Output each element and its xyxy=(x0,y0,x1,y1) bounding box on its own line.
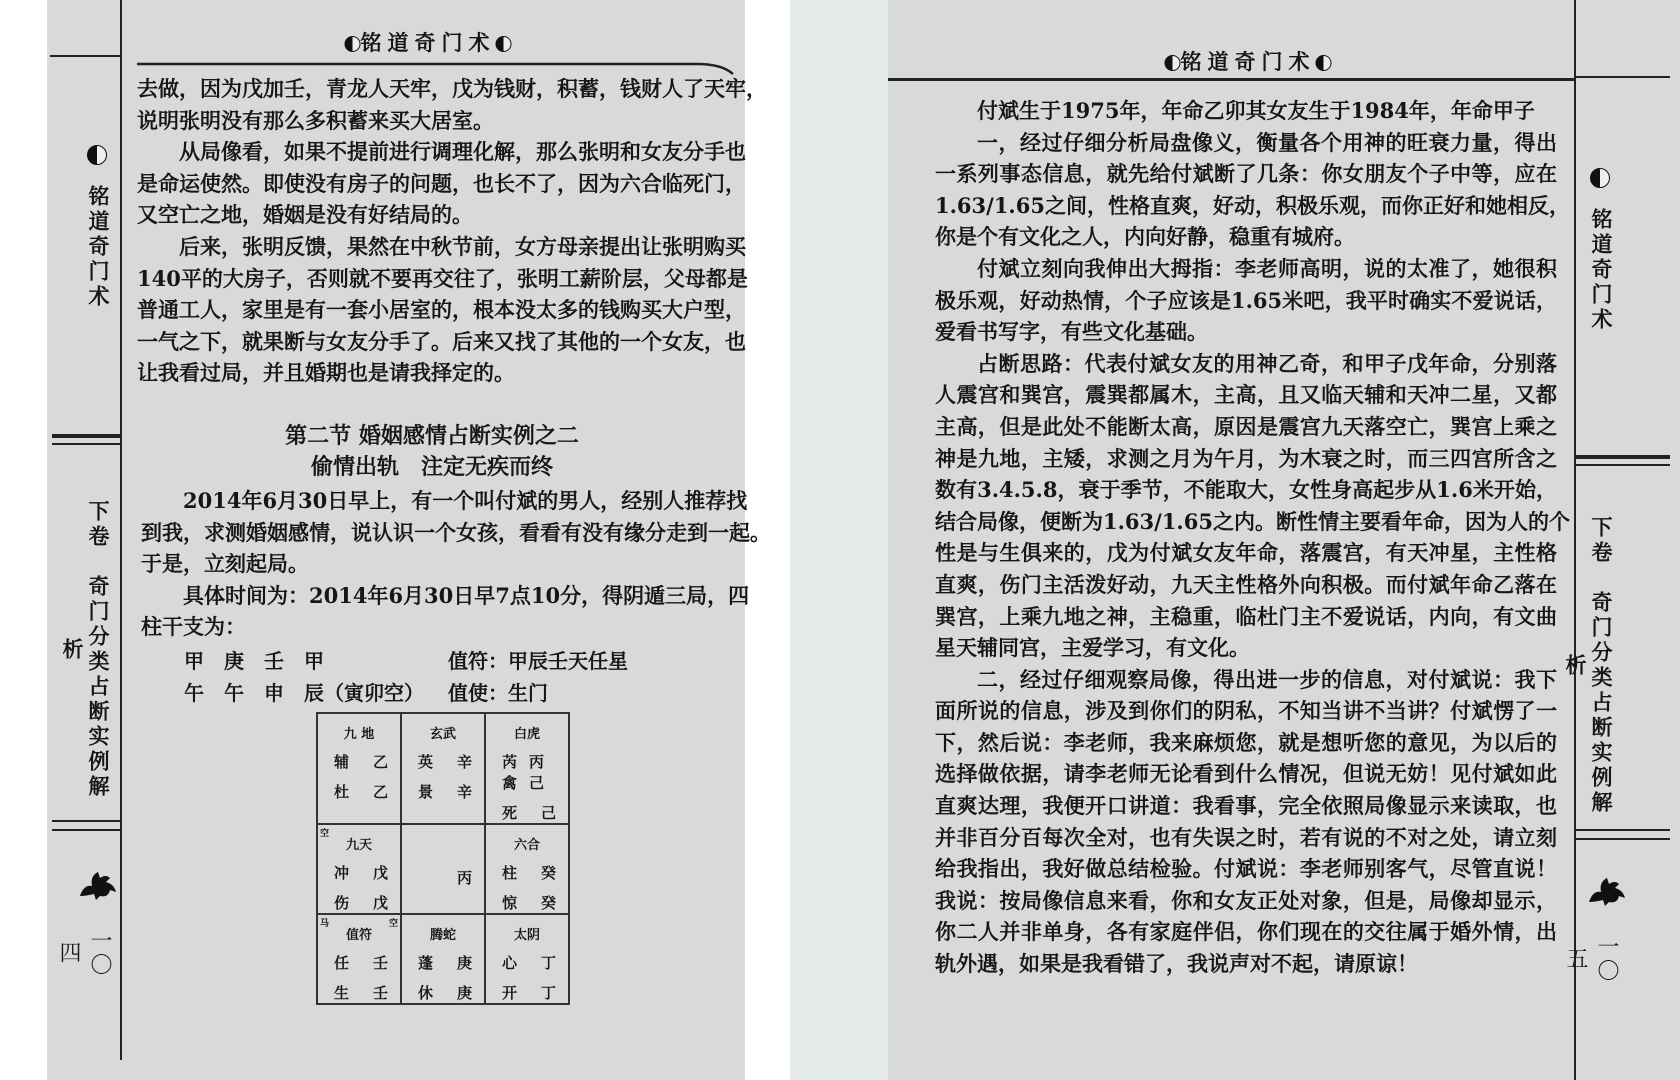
text-line: 具体时间为：2014年6月30日早7点10分，得阴遁三局，四 xyxy=(183,582,750,608)
text-line: 人震宫和巽宫，震巽都属木，主高，且又临天辅和天冲二星，又都 xyxy=(935,382,1557,408)
text-line: 占断思路：代表付斌女友的用神乙奇，和甲子戊年命，分别落 xyxy=(977,350,1557,376)
text-line: 二，经过仔细观察局像，得出进一步的信息，对付斌说：我下 xyxy=(977,666,1557,692)
qimen-chart xyxy=(316,712,570,1005)
palace-star: 英 xyxy=(418,753,434,771)
palace-star-row xyxy=(318,862,400,883)
text-line: 神是九地，主矮，求测之月为午月，为木衰之时，而三四宫所含之 xyxy=(935,445,1557,471)
palace-earth-stem: 己 xyxy=(540,804,556,822)
text-line: 选择做依据，请李老师无论看到什么情况，但说无妨！见付斌如此 xyxy=(935,761,1557,787)
dragon-icon xyxy=(76,866,120,902)
left-side-chapter: 下卷 奇门分类占断实例解析 xyxy=(60,500,111,800)
palace-earth-stem: 乙 xyxy=(372,783,388,801)
palace-deity: 腾蛇 xyxy=(429,928,456,943)
chart-palace xyxy=(485,914,569,1004)
text-line: 普通工人，家里是有一套小居室的，根本没太多的钱购买大户型， xyxy=(137,297,746,323)
right-header-rule xyxy=(888,78,1574,81)
left-side-taiji-icon xyxy=(87,145,107,167)
palace-star-row xyxy=(318,952,400,973)
dragon-icon xyxy=(1585,872,1629,908)
corner-mark: 空 xyxy=(388,919,398,929)
pillars-stems: 甲 庚 壬 甲 xyxy=(184,649,324,673)
text-line: 付斌生于1975年，年命乙卯其女友生于1984年，年命甲子 xyxy=(977,98,1535,123)
palace-heaven-stem: 辛 xyxy=(456,753,472,771)
right-running-header xyxy=(1165,46,1332,76)
palace-heaven-stem: 庚 xyxy=(456,954,472,972)
palace-heaven-stem: 丁 xyxy=(540,954,556,972)
palace-door: 杜 xyxy=(334,783,350,801)
palace-star-row xyxy=(318,751,400,772)
palace-star-row xyxy=(402,952,484,973)
text-line: 后来，张明反馈，果然在中秋节前，女方母亲提出让张明购买 xyxy=(179,233,746,259)
chart-palace xyxy=(401,824,485,914)
text-line: 于是，立刻起局。 xyxy=(141,551,309,577)
palace-star: 冲 xyxy=(334,864,350,882)
palace-earth-stem: 癸 xyxy=(540,894,556,912)
palace-star: 辅 xyxy=(334,753,350,771)
palace-deity: 太阴 xyxy=(513,928,540,943)
text-line: 柱干支为： xyxy=(141,614,246,640)
chart-row xyxy=(317,824,569,914)
text-line: 面所说的信息，涉及到你们的阴私，不知当讲不当讲？付斌愣了一 xyxy=(935,698,1557,724)
palace-earth-stem: 庚 xyxy=(456,984,472,1002)
text-line: 一气之下，就果断与女友分手了。后来又找了其他的一个女友，也 xyxy=(137,328,746,354)
palace-star: 心 xyxy=(502,954,518,972)
palace-earth-stem: 辛 xyxy=(456,783,472,801)
section-title: 第二节 婚姻感情占断实例之二 xyxy=(285,423,579,449)
text-line: 一系列事态信息，就先给付斌断了几条：你女朋友个子中等，应在 xyxy=(935,161,1557,187)
chart-row xyxy=(317,713,569,824)
palace-heaven-stem: 丙己 xyxy=(529,753,545,792)
left-side-rule xyxy=(50,55,121,57)
palace-door: 死 xyxy=(502,804,518,822)
left-page-number: 一〇四 xyxy=(56,929,112,977)
palace-earth-stem: 丁 xyxy=(540,984,556,1002)
palace-door: 景 xyxy=(418,783,434,801)
taiji-icon xyxy=(1165,55,1181,71)
text-line: 直爽达理，我便开口讲道：我看事，完全依照局像显示来读取，也 xyxy=(935,793,1557,819)
chart-palace xyxy=(485,824,569,914)
text-line: 你二人并非单身，各有家庭伴侣，你们现在的交往属于婚外情，出 xyxy=(935,919,1557,945)
palace-door: 开 xyxy=(502,984,518,1002)
chart-palace xyxy=(401,914,485,1004)
palace-star-row xyxy=(486,952,568,973)
text-line: 主高，但是此处不能断太高，原因是震宫九天落空亡，巽宫上乘之 xyxy=(935,413,1557,439)
palace-door-row xyxy=(486,802,568,823)
right-side-taiji-icon xyxy=(1590,168,1610,190)
palace-door-row xyxy=(318,781,400,802)
chart-palace xyxy=(317,824,401,914)
palace-star: 柱 xyxy=(502,864,518,882)
palace-earth-stem: 戊 xyxy=(372,894,388,912)
palace-door-row xyxy=(318,982,400,1003)
text-line: 极乐观，好动热情，个子应该是1.65米吧，我平时确实不爱说话， xyxy=(935,287,1557,313)
palace-door: 伤 xyxy=(334,894,350,912)
palace-door-row xyxy=(318,892,400,913)
palace-door: 休 xyxy=(418,984,434,1002)
palace-earth-stem: 丙 xyxy=(456,869,472,887)
text-line: 下，然后说：李老师，我来麻烦您，就是想听您的意见，为以后的 xyxy=(935,729,1557,755)
text-line: 轨外遇，如果是我看错了，我说声对不起，请原谅！ xyxy=(935,951,1418,977)
palace-star: 芮禽 xyxy=(502,753,518,792)
right-body-text xyxy=(935,95,1570,980)
chart-palace xyxy=(317,713,401,824)
text-line: 并非百分百每次全对，也有失误之时，若有说的不对之处，请立刻 xyxy=(935,824,1557,850)
palace-heaven-stem: 壬 xyxy=(372,954,388,972)
taiji-icon xyxy=(345,36,361,52)
left-body-text xyxy=(137,73,767,389)
palace-earth-stem: 壬 xyxy=(372,984,388,1002)
text-line: 让我看过局，并且婚期也是请我择定的。 xyxy=(137,360,515,386)
page-gap xyxy=(790,0,888,1080)
chart-row xyxy=(317,914,569,1004)
text-line: 数有3.4.5.8，衰于季节，不能取大，女性身高起步从1.6米开始， xyxy=(935,477,1557,503)
text-line: 一，经过仔细分析局盘像义，衡量各个用神的旺衰力量，得出 xyxy=(977,129,1557,155)
text-line: 我说：按局像信息来看，你和女友正处对象，但是，局像却显示， xyxy=(935,887,1557,913)
palace-star-row xyxy=(486,862,568,883)
palace-star: 任 xyxy=(334,954,350,972)
section-subtitle: 偷情出轨 注定无疾而终 xyxy=(310,454,554,480)
palace-door: 生 xyxy=(334,984,350,1002)
right-side-double-rule xyxy=(1576,455,1670,466)
text-line: 付斌立刻向我伸出大拇指：李老师高明，说的太准了，她很积 xyxy=(977,255,1557,281)
palace-door: 惊 xyxy=(502,894,518,912)
palace-deity: 九天 xyxy=(345,838,372,853)
palace-deity: 白虎 xyxy=(513,727,540,742)
palace-deity: 六合 xyxy=(513,838,540,853)
text-line: 是命运使然。即使没有房子的问题，也长不了，因为六合临死门， xyxy=(137,170,746,196)
palace-star-row xyxy=(402,751,484,772)
palace-door-row xyxy=(402,867,484,888)
left-margin-rule xyxy=(120,0,122,1060)
text-line: 140平的大房子，否则就不要再交往了，张明工薪阶层，父母都是 xyxy=(137,265,748,291)
text-line: 说明张明没有那么多积蓄来买大居室。 xyxy=(137,107,494,133)
right-side-rule xyxy=(1575,76,1670,78)
palace-door-row xyxy=(486,892,568,913)
text-line: 到我，求测婚姻感情，说认识一个女孩，看看有没有缘分走到一起。 xyxy=(141,519,771,545)
zhishi: 值使：生门 xyxy=(448,681,548,705)
text-line: 爱看书写字，有些文化基础。 xyxy=(935,319,1208,345)
right-page-number: 一〇五 xyxy=(1563,935,1619,983)
corner-mark: 空 xyxy=(320,829,330,839)
palace-door-row xyxy=(486,982,568,1003)
palace-deity: 值符 xyxy=(345,928,372,943)
text-line: 去做，因为戊加壬，青龙人天牢，戊为钱财，积蓄，钱财人了天牢， xyxy=(137,76,767,101)
text-line: 又空亡之地，婚姻是没有好结局的。 xyxy=(137,202,473,228)
text-line: 巽宫，上乘九地之神，主稳重，临杜门主不爱说话，内向，有文曲 xyxy=(935,603,1557,629)
right-margin-rule xyxy=(1574,0,1576,1080)
text-line: 性是与生俱来的，戊为付斌女友年命，落震宫，有天冲星，主性格 xyxy=(935,540,1557,566)
taiji-icon xyxy=(1316,55,1332,71)
palace-heaven-stem: 乙 xyxy=(372,753,388,771)
palace-deity xyxy=(402,834,484,849)
left-side-title: 铭道奇门术 xyxy=(86,184,111,310)
palace-star: 蓬 xyxy=(418,954,434,972)
text-line: 直爽，伤门主活泼好动，九天主性格外向积极。而付斌年命乙落在 xyxy=(935,571,1557,597)
palace-deity: 九 地 xyxy=(343,727,375,742)
left-running-header xyxy=(345,27,512,57)
palace-heaven-stem: 戊 xyxy=(372,864,388,882)
corner-mark: 马 xyxy=(320,919,330,929)
palace-deity: 玄武 xyxy=(429,727,456,742)
book-title: 铭道奇门术 xyxy=(360,30,496,55)
taiji-icon xyxy=(496,36,512,52)
text-line: 1.63/1.65之间，性格直爽，好动，积极乐观，而你正好和她相反， xyxy=(935,192,1570,218)
left-side-double-rule-2 xyxy=(52,820,122,831)
text-line: 结合局像，便断为1.63/1.65之内。断性情主要看年命，因为人的个 xyxy=(935,508,1570,534)
text-line: 给我指出，我好做总结检验。付斌说：李老师别客气，尽管直说！ xyxy=(935,856,1557,882)
text-line: 从局像看，如果不提前进行调理化解，那么张明和女友分手也 xyxy=(179,139,746,165)
palace-heaven-stem: 癸 xyxy=(540,864,556,882)
chart-palace xyxy=(401,713,485,824)
chart-palace xyxy=(317,914,401,1004)
right-side-title: 铭道奇门术 xyxy=(1589,207,1614,333)
book-title: 铭道奇门术 xyxy=(1180,49,1316,74)
palace-door-row xyxy=(402,982,484,1003)
text-line: 星天辅同宫，主爱学习，有文化。 xyxy=(935,635,1250,661)
left-side-double-rule xyxy=(52,434,122,445)
pillars-branches: 午 午 申 辰（寅卯空） xyxy=(184,681,424,705)
chart-palace xyxy=(485,713,569,824)
zhifu: 值符：甲辰壬天任星 xyxy=(448,649,628,673)
text-line: 你是个有文化之人，内向好静，稳重有城府。 xyxy=(935,224,1355,250)
left-body-text-2 xyxy=(141,485,771,643)
palace-star-row xyxy=(486,751,568,793)
palace-door-row xyxy=(402,781,484,802)
right-side-chapter: 下卷 奇门分类占断实例解析 xyxy=(1563,516,1614,816)
text-line: 2014年6月30日早上，有一个叫付斌的男人，经别人推荐找 xyxy=(183,488,748,513)
right-side-double-rule-2 xyxy=(1576,829,1670,840)
